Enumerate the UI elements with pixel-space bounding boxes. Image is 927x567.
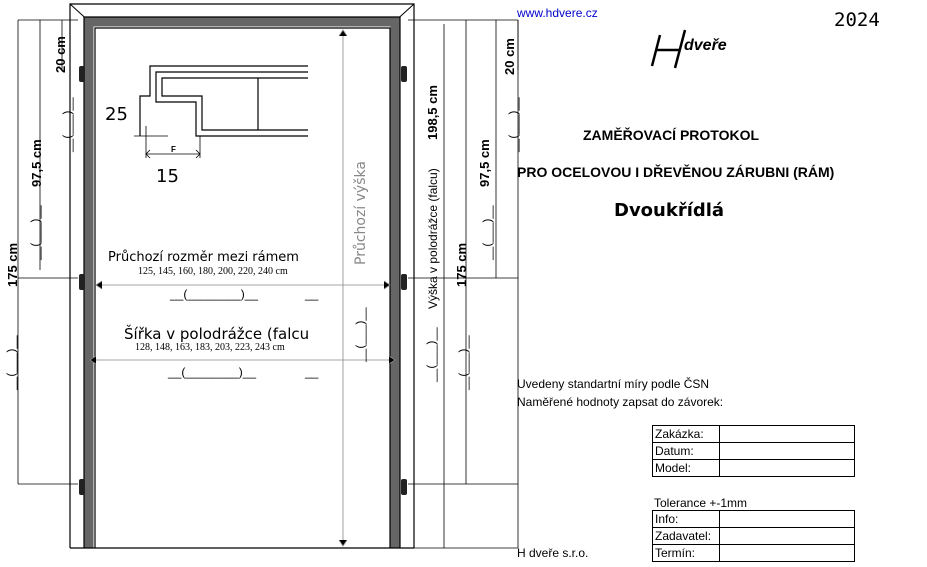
logo	[652, 30, 685, 68]
falc-width-label: Šířka v polodrážce (falcu	[124, 325, 310, 343]
year-label: 2024	[834, 9, 880, 31]
client-label: Zadavatel:	[653, 528, 720, 545]
right-dim-20: 20 cm	[502, 38, 517, 75]
model-label: Model:	[653, 460, 720, 477]
info-form	[652, 510, 855, 562]
hinge-right-low	[401, 479, 407, 495]
hinge-left-low	[79, 479, 85, 495]
pass-height-blank[interactable]: __(___)__	[353, 307, 367, 362]
height-falc-blank[interactable]: __(___)__	[424, 327, 438, 382]
hinge-left-top	[79, 66, 85, 82]
pass-height-line	[339, 30, 347, 546]
date-label: Datum:	[653, 443, 720, 460]
deadline-label: Termín:	[653, 545, 720, 562]
form-row-client	[653, 528, 855, 545]
form-row-deadline	[653, 545, 855, 562]
tolerance-label: Tolerance +-1mm	[654, 496, 748, 510]
client-field[interactable]	[720, 528, 855, 545]
note-standard-sizes: Uvedeny standartní míry podle ČSN	[517, 377, 710, 391]
form-row-model	[653, 460, 855, 477]
date-field[interactable]	[720, 443, 855, 460]
hinge-left-mid	[79, 274, 85, 290]
logo-text: dveře	[684, 37, 727, 54]
detail-dim-25: 25	[105, 104, 128, 125]
pass-width-dash: __	[305, 287, 319, 301]
right-blank-mid[interactable]: __(___)__	[480, 205, 494, 260]
model-field[interactable]	[720, 460, 855, 477]
form-row-info	[653, 511, 855, 528]
title-line-2: PRO OCELOVOU I DŘEVĚNOU ZÁRUBNI (RÁM)	[517, 164, 835, 180]
company-name: H dveře s.r.o.	[517, 546, 589, 560]
pass-width-label: Průchozí rozměr mezi rámem	[108, 250, 299, 265]
detail-dim-15: 15	[156, 166, 179, 187]
pass-width-blank[interactable]: __(________)__	[170, 287, 259, 301]
note-fill-values: Naměřené hodnoty zapsat do závorek:	[517, 395, 724, 409]
falc-width-dash: __	[305, 365, 319, 379]
left-dim-175: 175 cm	[5, 242, 20, 287]
left-blank-top[interactable]: __(___)__	[60, 97, 74, 152]
right-dim-198: 198,5 cm	[425, 85, 440, 140]
left-dim-20: 20 cm	[53, 36, 68, 73]
order-field[interactable]	[720, 426, 855, 443]
detail-f-label: F	[171, 145, 176, 154]
website-url[interactable]: www.hdvere.cz	[517, 6, 598, 20]
info-label: Info:	[653, 511, 720, 528]
order-form	[652, 425, 855, 477]
form-row-date	[653, 443, 855, 460]
deadline-field[interactable]	[720, 545, 855, 562]
hinge-right-top	[401, 66, 407, 82]
title-line-1: ZAMĚŘOVACÍ PROTOKOL	[583, 127, 760, 143]
right-dim-97: 97,5 cm	[477, 139, 492, 187]
left-dim-97: 97,5 cm	[29, 139, 44, 187]
title-line-3: Dvoukřídlá	[614, 200, 725, 221]
hinge-right-mid	[401, 274, 407, 290]
left-blank-low[interactable]: __(___)__	[4, 335, 18, 390]
pass-height-label: Průchozí výška	[353, 161, 369, 265]
order-label: Zakázka:	[653, 426, 720, 443]
left-blank-mid[interactable]: __(___)__	[28, 205, 42, 260]
right-dim-175: 175 cm	[454, 242, 469, 287]
pass-width-values: 125, 145, 160, 180, 200, 220, 240 cm	[138, 266, 288, 277]
right-height-falc-label: Výška v polodrážce (falcu)	[426, 168, 440, 309]
right-blank-top[interactable]: __(___)__	[506, 97, 520, 152]
info-field[interactable]	[720, 511, 855, 528]
right-blank-low[interactable]: __(___)__	[456, 335, 470, 390]
profile-detail	[134, 66, 308, 158]
falc-width-blank[interactable]: __(________)__	[168, 365, 257, 379]
form-row-order	[653, 426, 855, 443]
falc-width-values: 128, 148, 163, 183, 203, 223, 243 cm	[135, 342, 285, 353]
